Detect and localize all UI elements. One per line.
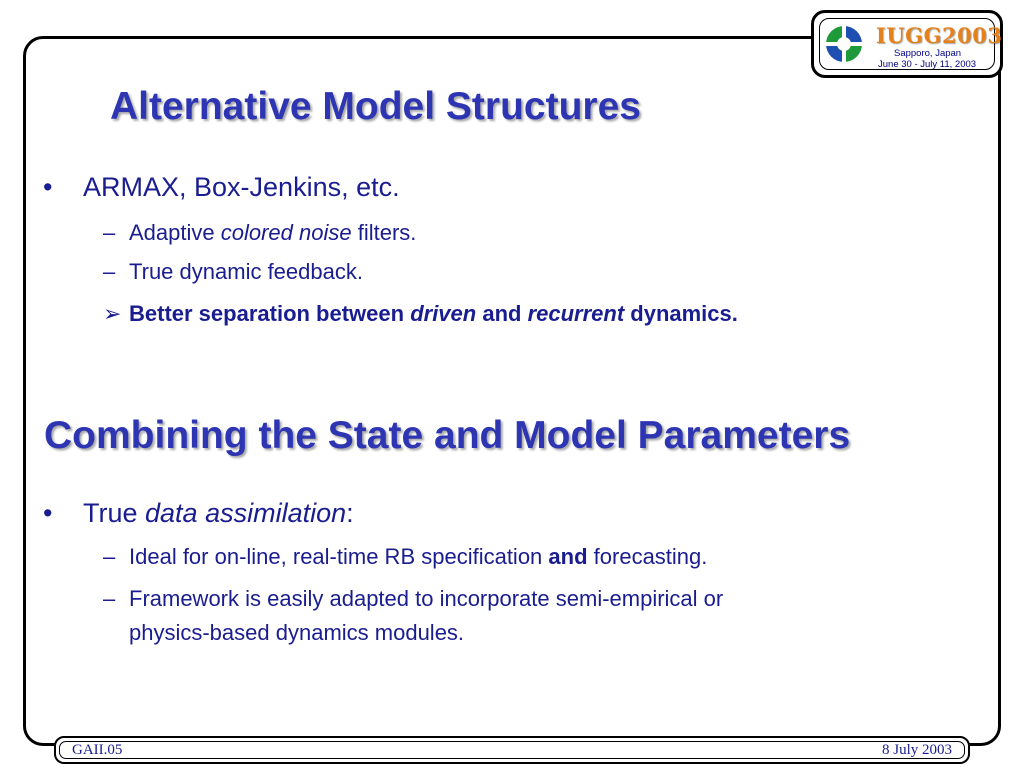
sub-text-line1: Framework is easily adapted to incorporate semi-empirical or — [129, 586, 724, 611]
globe-logo-icon — [824, 24, 864, 64]
sub-text-bold: and — [548, 544, 588, 569]
bullet-marker: • — [43, 498, 53, 528]
sub-text-pre: Better separation between — [129, 301, 411, 326]
bullet-marker: • — [43, 172, 53, 202]
sub-text: True dynamic feedback. — [129, 259, 363, 284]
sub-text-emphasis-recurrent: recurrent — [527, 301, 625, 326]
dash-marker: – — [103, 220, 116, 245]
sub-text-post: dynamics. — [624, 301, 738, 326]
sub-text-pre: Ideal for on-line, real-time RB specification — [129, 544, 549, 569]
footer-session-id: GAII.05 — [72, 742, 123, 758]
bullet-text-emphasis: data assimilation — [145, 498, 347, 528]
sub-bullet-framework-continuation — [129, 620, 464, 646]
sub-bullet-ideal-online — [103, 544, 708, 570]
sub-bullet-better-separation — [103, 301, 738, 327]
bullet-armax — [43, 172, 400, 203]
bullet-text-post: : — [346, 498, 354, 528]
sub-text-post: forecasting. — [587, 544, 708, 569]
bullet-true-data-assimilation — [43, 498, 354, 529]
sub-bullet-dynamic-feedback — [103, 259, 363, 285]
sub-bullet-framework — [103, 586, 724, 612]
sub-text-mid: and — [476, 301, 528, 326]
dash-marker: – — [103, 259, 116, 284]
slide-footer — [54, 736, 970, 764]
conference-logo — [811, 10, 1003, 78]
logo-place: Sapporo, Japan — [894, 48, 962, 59]
bullet-text: ARMAX, Box-Jenkins, etc. — [83, 172, 400, 202]
section-title-alternative-models: Alternative Model Structures — [110, 85, 641, 128]
dash-marker: – — [103, 544, 116, 569]
logo-name: IUGG2003 — [876, 23, 1003, 48]
sub-text-pre: Adaptive — [129, 220, 221, 245]
arrow-marker-icon: ➢ — [103, 301, 122, 326]
dash-marker: – — [103, 586, 116, 611]
sub-bullet-adaptive-filters — [103, 220, 417, 246]
footer-inner-border — [59, 741, 965, 759]
sub-text-emphasis-driven: driven — [410, 301, 477, 326]
section-title-combining-state: Combining the State and Model Parameters — [44, 414, 851, 457]
sub-text-post: filters. — [351, 220, 417, 245]
footer-date: 8 July 2003 — [881, 742, 952, 758]
bullet-text-pre: True — [83, 498, 146, 528]
sub-text-line2: physics-based dynamics modules. — [129, 620, 465, 645]
sub-text-emphasis: colored noise — [220, 220, 352, 245]
logo-dates: June 30 - July 11, 2003 — [878, 59, 977, 70]
